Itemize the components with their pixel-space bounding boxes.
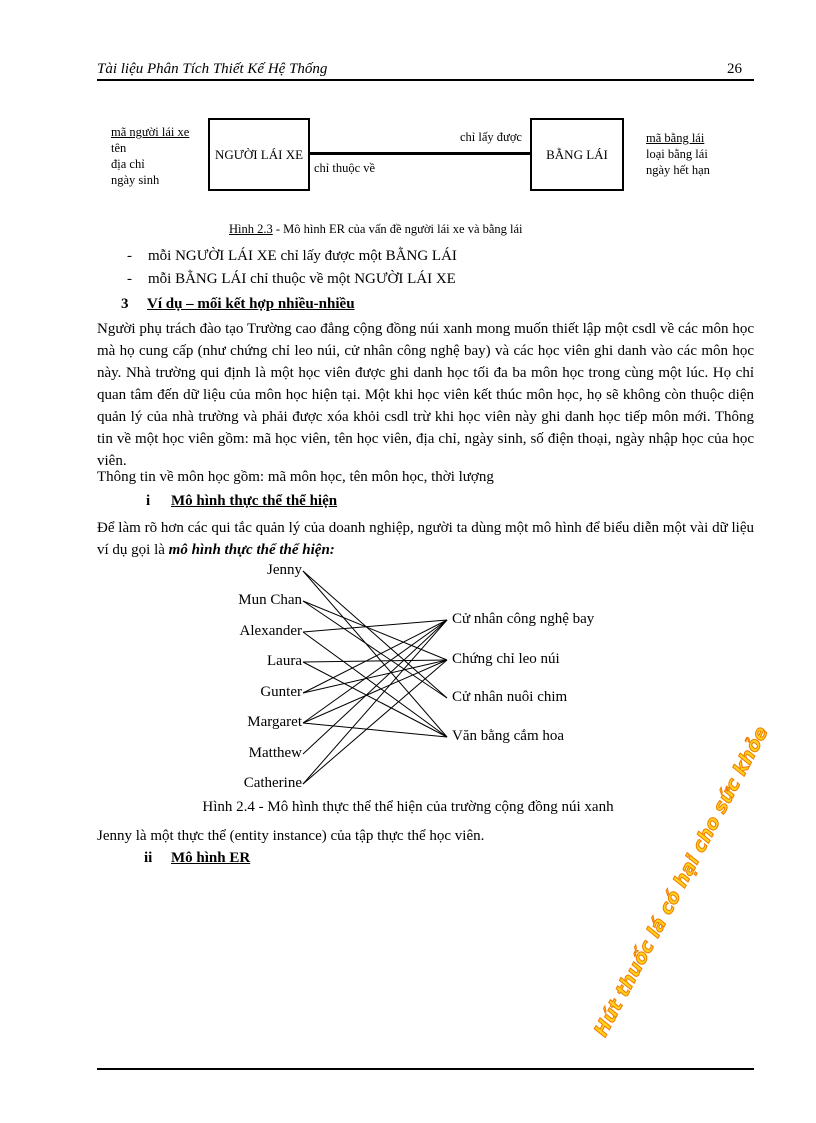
page-number: 26 (727, 61, 742, 77)
paragraph-text: Để làm rõ hơn các qui tắc quản lý của doanh nghiệp, người ta dùng một mô hình để biểu diễn một vài dữ liệu ví dụ gọi là (97, 520, 754, 558)
enrollment-link (303, 620, 447, 784)
bullet-dash: - (127, 248, 132, 264)
emphasized-term: mô hình thực thể thể hiện: (168, 542, 335, 558)
student-node: Margaret (247, 714, 302, 730)
subsection-number: ii (144, 850, 153, 866)
student-node: Matthew (248, 745, 302, 761)
enrollment-link (303, 632, 447, 737)
driver-attr: ngày sinh (111, 173, 160, 187)
driver-attr-key: mã người lái xe (111, 125, 190, 139)
bullet-item: mỗi BẰNG LÁI chỉ thuộc về một NGƯỜI LÁI XE (148, 271, 456, 287)
entity-license-label: BẰNG LÁI (546, 146, 608, 162)
figure-2-3-text: - Mô hình ER của vấn đề người lái xe và bằng lái (272, 222, 523, 236)
course-node: Cử nhân công nghệ bay (452, 611, 595, 627)
enrollment-link (303, 723, 447, 737)
footer-rule (97, 1068, 754, 1070)
enrollment-link (303, 601, 447, 698)
enrollment-link (303, 660, 447, 662)
license-attr-key: mã bằng lái (646, 131, 705, 145)
paragraph-entity-instance: Jenny là một thực thể (entity instance) của tập thực thể học viên. (97, 828, 485, 844)
student-node: Catherine (243, 775, 302, 791)
subsection-title: Mô hình thực thể thể hiện (171, 493, 338, 509)
paragraph-course-info: Thông tin về môn học gồm: mã môn học, tên môn học, thời lượng (97, 469, 494, 485)
section-number: 3 (121, 296, 129, 312)
enrollment-link (303, 662, 447, 737)
section-title: Ví dụ – mối kết hợp nhiều-nhiều (147, 296, 355, 312)
driver-attr: địa chỉ (111, 157, 145, 171)
driver-attr: tên (111, 141, 127, 155)
header-title: Tài liệu Phân Tích Thiết Kế Hệ Thống (97, 61, 328, 77)
enrollment-link (303, 620, 447, 723)
license-attr: ngày hết hạn (646, 163, 710, 177)
student-node: Gunter (260, 684, 302, 700)
entity-driver-label: NGƯỜI LÁI XE (214, 146, 304, 162)
bullet-item: mỗi NGƯỜI LÁI XE chỉ lấy được một BẰNG LÁI (148, 248, 457, 264)
course-node: Cử nhân nuôi chim (452, 689, 568, 705)
course-node: Chứng chỉ leo núi (452, 651, 560, 667)
student-node: Alexander (239, 623, 302, 639)
student-node: Laura (267, 653, 302, 669)
bullet-dash: - (127, 271, 132, 287)
enrollment-link (303, 620, 447, 754)
subsection-title: Mô hình ER (171, 850, 251, 866)
enrollment-link (303, 571, 447, 737)
student-node: Mun Chan (238, 592, 302, 608)
health-warning-stamp: Hút thuốc lá có hại cho sức khỏe (590, 722, 773, 1041)
paragraph-intro: Người phụ trách đào tạo Trường cao đẳng cộng đồng núi xanh mong muốn thiết lập một csdl về các môn học mà họ cung cấp (như chứng chỉ leo núi, cử nhân công nghệ bay) và các học viên ghi danh vào các môn học này. Nhà trường qui định là một học viên được ghi danh học tối đa ba môn học trong cùng một lúc. Họ chỉ quan tâm đến dữ liệu của môn học hiện tại. Một khi học viên kết thúc môn học, họ sẽ không còn thuộc diện quản lý của nhà trường và phải được xóa khỏi csdl trừ khi học viên này ghi danh học tiếp môn mới. Thông tin về một học viên gồm: mã học viên, tên học viên, địa chỉ, ngày sinh, số điện thoại, ngày nhập học của học viên. (97, 321, 754, 469)
enrollment-link (303, 660, 447, 723)
license-attr: loại bằng lái (646, 147, 708, 161)
figure-2-3-label: Hình 2.3 (229, 222, 273, 236)
subsection-number: i (146, 493, 151, 509)
enrollment-link (303, 660, 447, 693)
relationship-label-top: chỉ lấy được (460, 130, 522, 144)
figure-2-4-caption: Hình 2.4 - Mô hình thực thể thể hiện của trường cộng đồng núi xanh (202, 799, 614, 815)
course-node: Văn bằng cắm hoa (452, 728, 565, 744)
relationship-label-bottom: chỉ thuộc về (314, 161, 376, 175)
enrollment-link (303, 660, 447, 784)
student-node: Jenny (267, 562, 302, 578)
